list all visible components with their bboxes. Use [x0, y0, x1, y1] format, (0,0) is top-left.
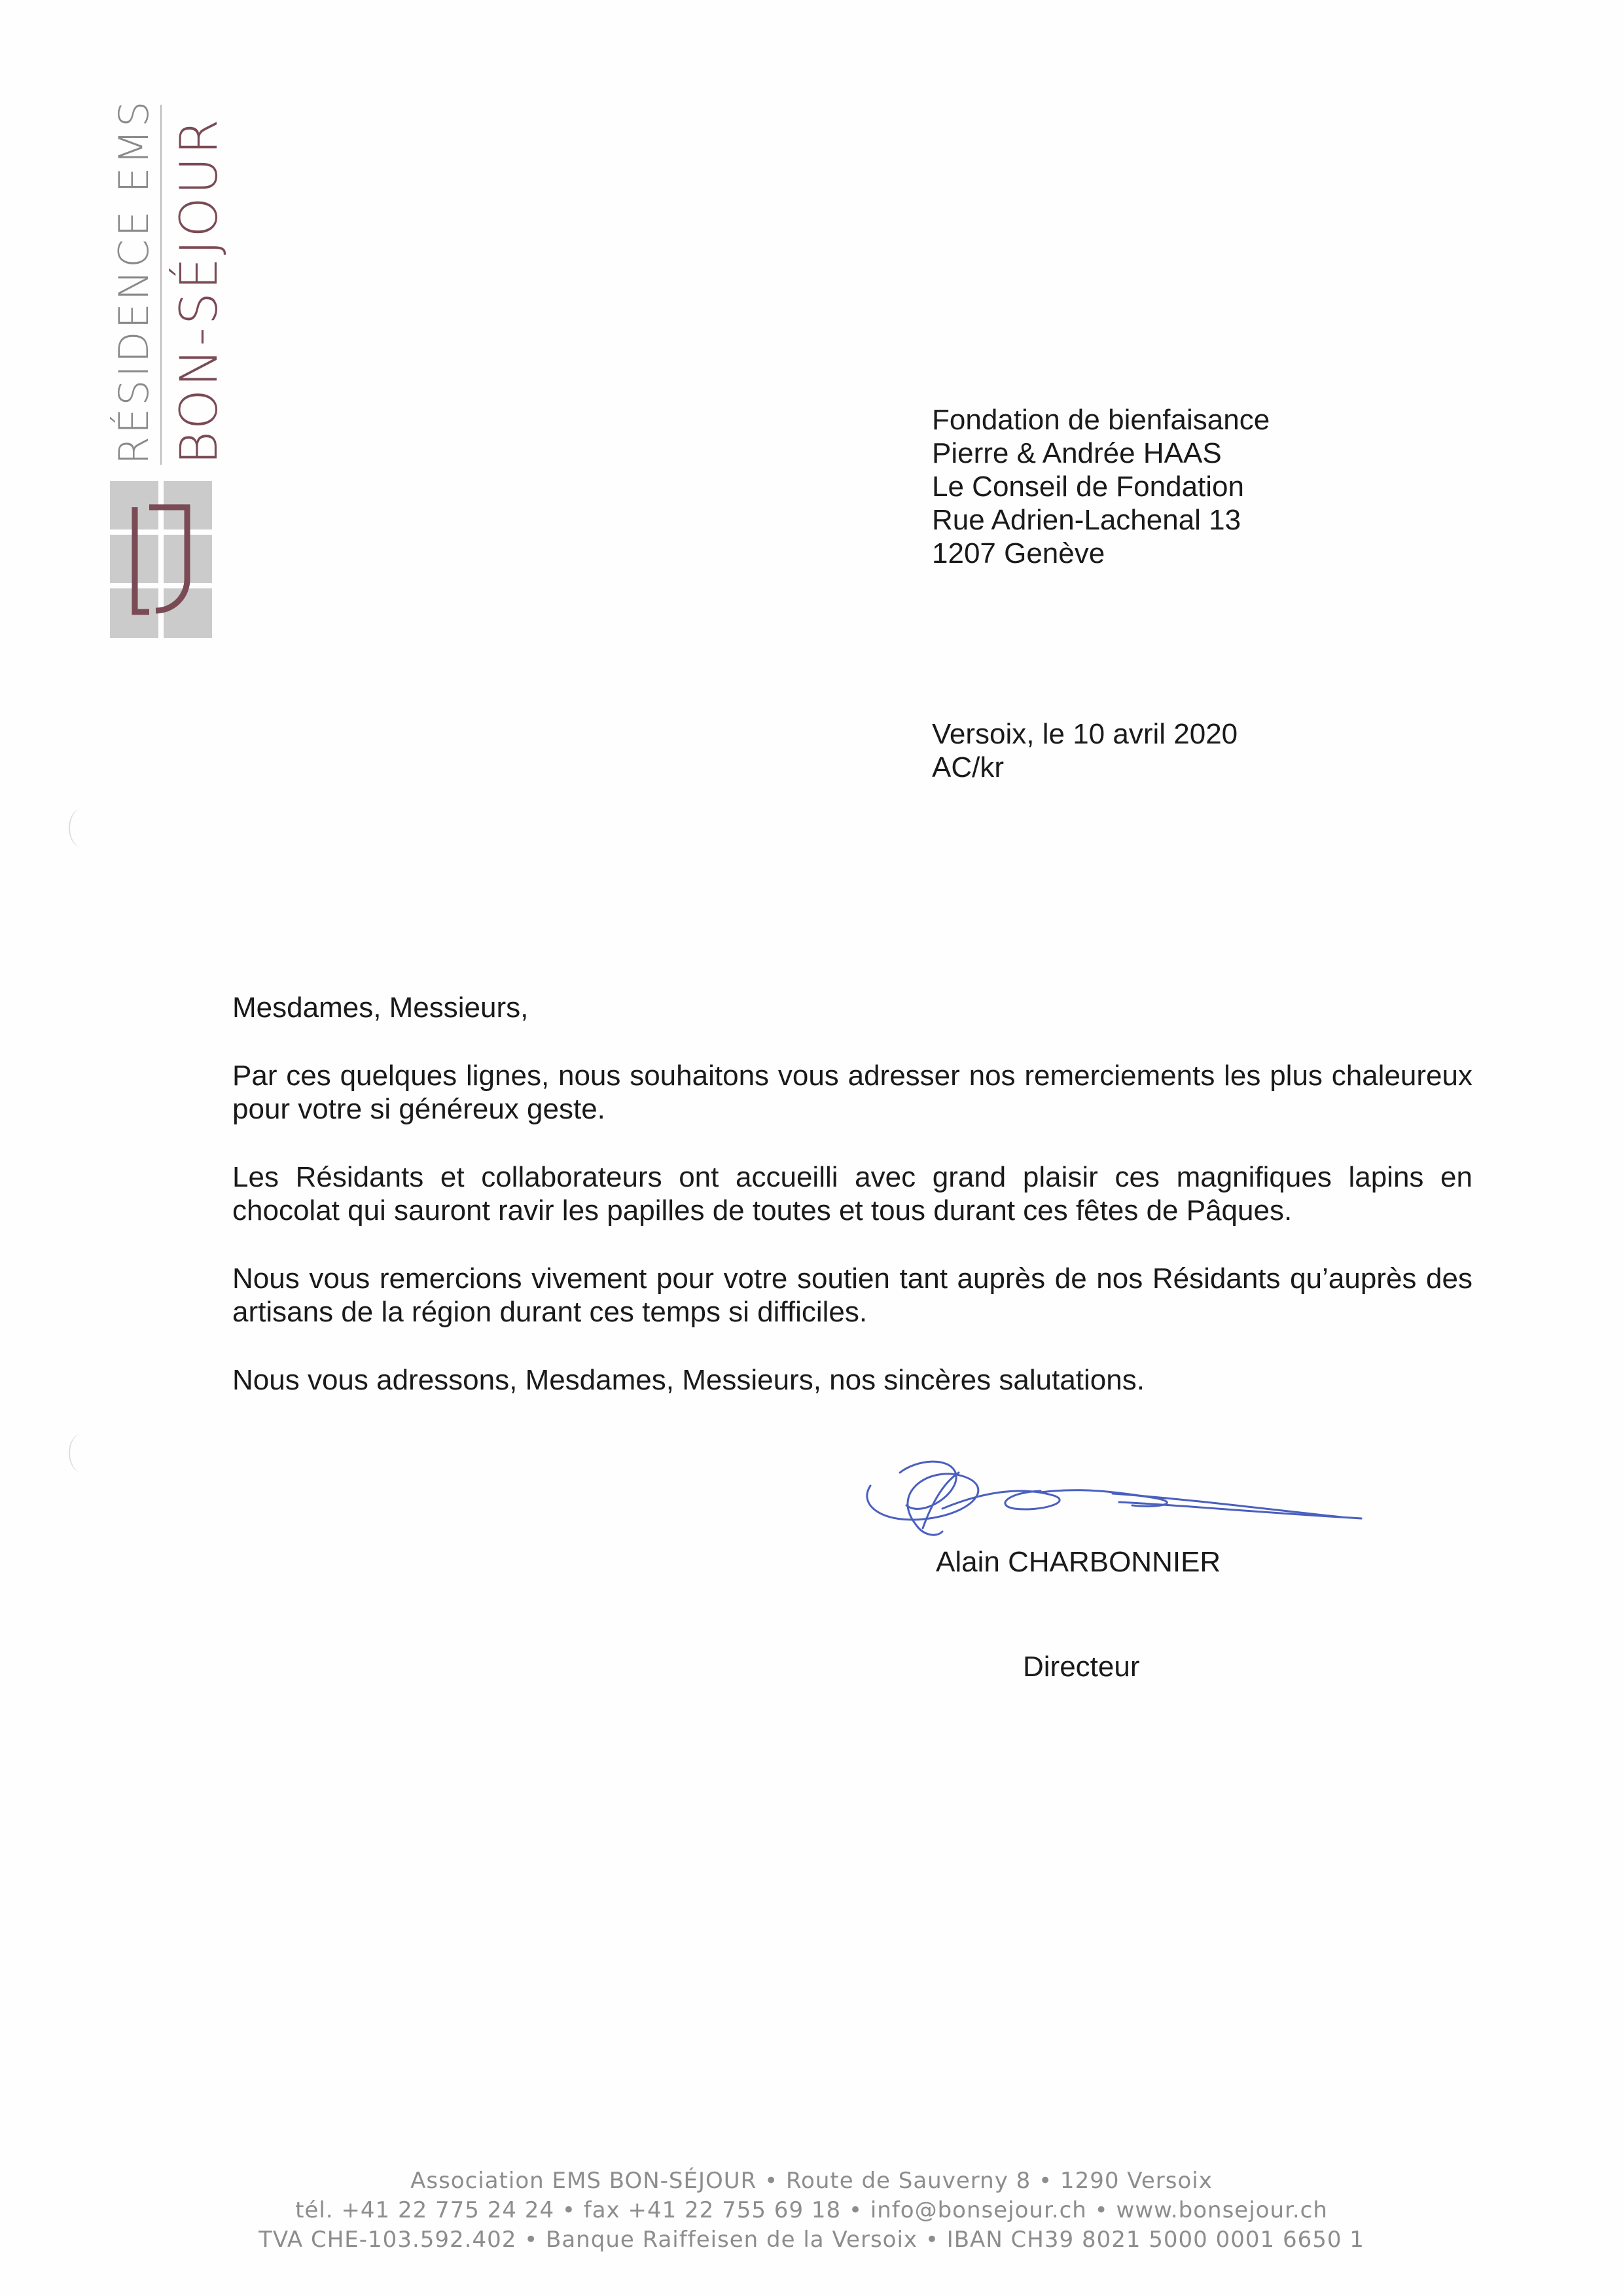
recipient-line: Fondation de bienfaisance — [932, 404, 1270, 436]
reference: AC/kr — [932, 751, 1004, 783]
letter-body — [232, 991, 1472, 1431]
body-paragraph: Par ces quelques lignes, nous souhaitons vous adresser nos remerciements les plus chaleureux pour votre si généreux geste. — [232, 1060, 1472, 1125]
body-paragraph: Nous vous adressons, Mesdames, Messieurs, nos sincères salutations. — [232, 1364, 1145, 1396]
recipient-line: 1207 Genève — [932, 537, 1105, 569]
punch-hole-mark — [69, 808, 96, 848]
punch-hole-mark — [69, 1433, 96, 1473]
recipient-line: Rue Adrien-Lachenal 13 — [932, 504, 1241, 536]
signer-title: Directeur — [1023, 1651, 1140, 1683]
letterhead-text — [98, 98, 229, 465]
signer-name: Alain CHARBONNIER — [936, 1546, 1221, 1578]
place-date: Versoix, le 10 avril 2020 — [932, 718, 1238, 750]
letterhead-divider — [160, 105, 162, 465]
date-block — [932, 717, 1238, 784]
letter-footer — [0, 2166, 1623, 2255]
recipient-line: Pierre & Andrée HAAS — [932, 437, 1222, 469]
footer-line: tél. +41 22 775 24 24 • fax +41 22 755 69 18 • info@bonsejour.ch • www.bonsejour.ch — [295, 2197, 1328, 2223]
body-paragraph: Nous vous remercions vivement pour votre soutien tant auprès de nos Résidants qu’auprès des artisans de la région durant ces temps si difficiles. — [232, 1263, 1472, 1328]
handwritten-signature-icon — [844, 1446, 1368, 1545]
letterhead — [98, 98, 229, 655]
recipient-address — [932, 403, 1270, 570]
body-paragraph: Les Résidants et collaborateurs ont accueilli avec grand plaisir ces magnifiques lapins en chocolat qui sauront ravir les papilles de toutes et tous durant ces fêtes de Pâques. — [232, 1161, 1472, 1227]
letterhead-line-residence: RÉSIDENCE EMS — [110, 98, 158, 465]
letterhead-line-name: BON-SÉJOUR — [170, 116, 229, 465]
bon-sejour-logo-icon — [110, 481, 212, 638]
recipient-line: Le Conseil de Fondation — [932, 471, 1244, 503]
salutation: Mesdames, Messieurs, — [232, 992, 529, 1024]
footer-line: Association EMS BON-SÉJOUR • Route de Sauverny 8 • 1290 Versoix — [410, 2168, 1213, 2194]
footer-line: TVA CHE-103.592.402 • Banque Raiffeisen de la Versoix • IBAN CH39 8021 5000 0001 6650 1 — [259, 2227, 1364, 2253]
